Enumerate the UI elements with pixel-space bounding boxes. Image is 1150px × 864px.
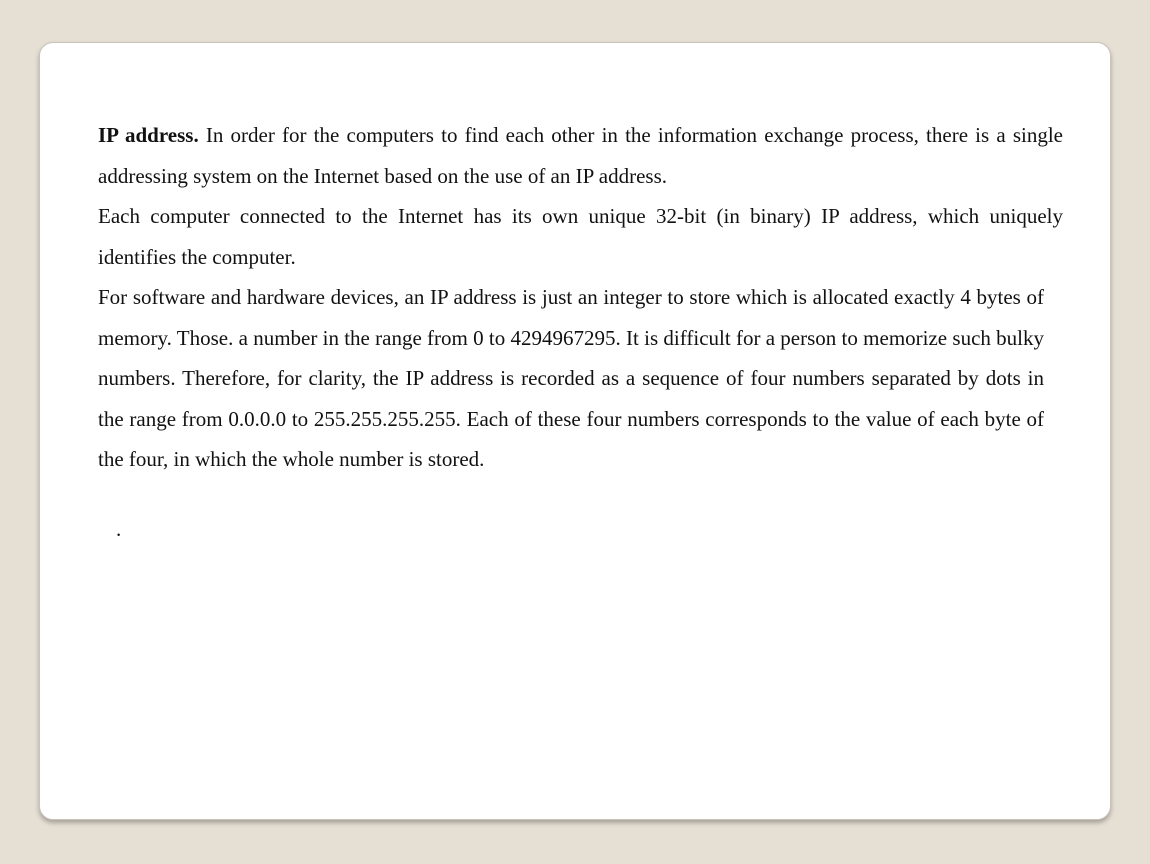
paragraph-text: For software and hardware devices, an IP address is just an integer to store which is allocated exactly 4 bytes of memory. Those. a number in the range from 0 to 4294967295. It is difficult for a person to memorize such bulky numbers. Therefore, for clarity, the IP address is recorded as a sequence of four numbers separated by dots in the range from 0.0.0.0 to 255.255.255.255. Each of these four numbers corresponds to the value of each byte of the four, in which the whole number is stored. [98,285,1044,471]
paragraph-text: In order for the computers to find each other in the information exchange process, there is a single addressing system on the Internet based on the use of an IP address. [98,123,1063,188]
paragraph-heading: IP address. [98,123,199,147]
slide-body [98,115,1063,480]
paragraph-text: Each computer connected to the Internet has its own unique 32-bit (in binary) IP address, which uniquely identifies the computer. [98,204,1063,269]
slide-page [39,42,1111,820]
paragraph-integer-format [98,277,1044,480]
trailing-dot: . [116,517,122,541]
paragraph-unique-address [98,196,1063,277]
paragraph-ip-address [98,115,1063,196]
